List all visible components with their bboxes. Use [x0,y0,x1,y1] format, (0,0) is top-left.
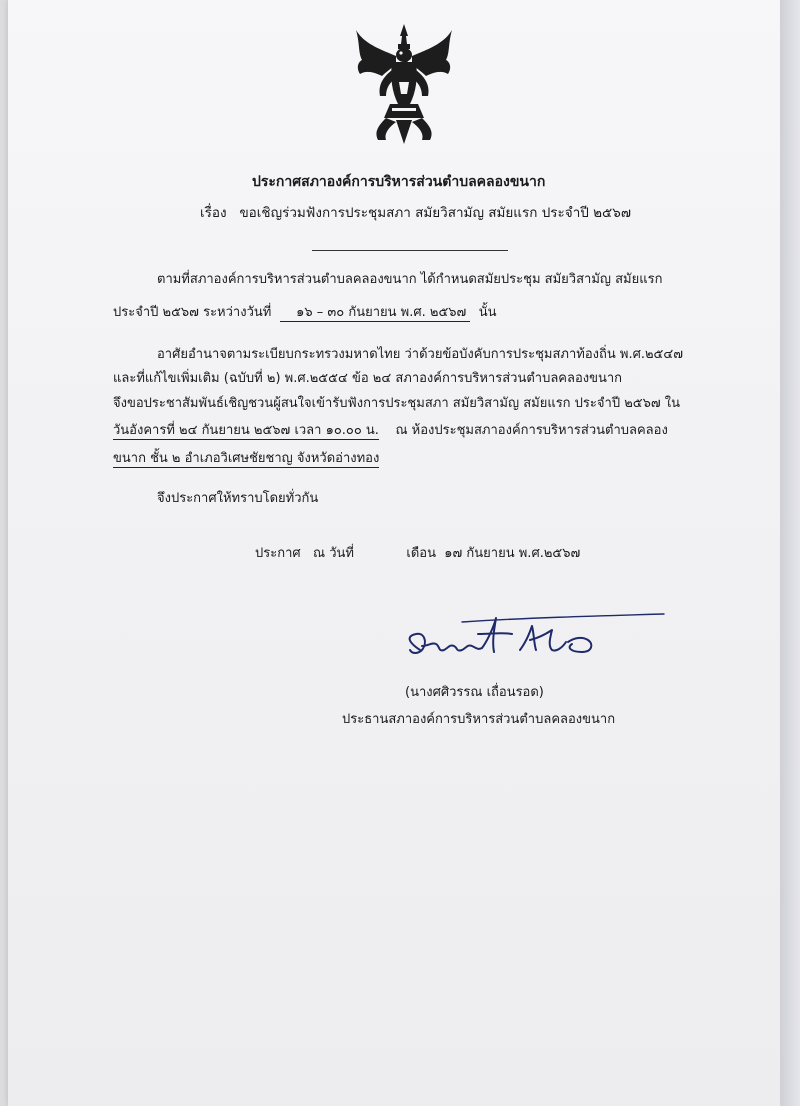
garuda-emblem-icon [352,22,456,146]
paragraph-1-line-2 [113,306,497,322]
paragraph-3: จึงประกาศให้ทราบโดยทั่วกัน [157,491,319,506]
proclaim-label: ประกาศ [255,546,301,561]
session-dates-text: ๑๖ – ๓๐ กันยายน พ.ศ. ๒๕๖๗ [296,305,467,320]
announcement-title: ประกาศสภาองค์การบริหารส่วนตำบลคลองขนาก [252,174,546,190]
paragraph-2-line-3: จึงขอประชาสัมพันธ์เชิญชวนผู้สนใจเข้ารับฟังการประชุมสภา สมัยวิสามัญ สมัยแรก ประจำปี ๒๕๖๗ ใน [113,396,681,411]
signer-position: ประธานสภาองค์การบริหารส่วนตำบลคลองขนาก [342,712,616,727]
proclaim-at: ณ วันที่ [313,546,354,561]
meeting-datetime: วันอังคารที่ ๒๔ กันยายน ๒๕๖๗ เวลา ๑๐.๐๐ น. [113,423,379,438]
meeting-venue-location: ขนาก ชั้น ๒ อำเภอวิเศษชัยชาญ จังหวัดอ่างทอง [113,451,380,466]
proclaim-date-rest: ๑๗ กันยายน พ.ศ.๒๕๖๗ [444,546,581,561]
paragraph-2-line-4 [113,424,668,440]
session-dates [280,306,471,322]
subject-line [200,207,631,221]
paragraph-2-line-2: และที่แก้ไขเพิ่มเติม (ฉบับที่ ๒) พ.ศ.๒๕๕๔ ข้อ ๒๔ สภาองค์การบริหารส่วนตำบลคลองขนาก [113,371,623,386]
p1-suffix: นั้น [478,305,497,320]
paragraph-1-line-1: ตามที่สภาองค์การบริหารส่วนตำบลคลองขนาก ได้กำหนดสมัยประชุม สมัยวิสามัญ สมัยแรก [157,272,663,287]
subject-label: เรื่อง [200,205,227,221]
p1-prefix: ประจำปี ๒๕๖๗ ระหว่างวันที่ [113,305,272,320]
signer-name: (นางศศิวรรณ เถื่อนรอด) [405,685,544,700]
paragraph-2-line-5 [113,452,379,468]
proclamation-date-line [255,547,580,560]
meeting-venue-start: ณ ห้องประชุมสภาองค์การบริหารส่วนตำบลคลอง [395,423,668,438]
subject-text: ขอเชิญร่วมฟังการประชุมสภา สมัยวิสามัญ สมัยแรก ประจำปี ๒๕๖๗ [239,205,631,221]
page-edge-shadow [780,0,800,1106]
proclaim-month-label: เดือน [406,546,436,561]
paragraph-2-line-1: อาศัยอำนาจตามระเบียบกระทรวงมหาดไทย ว่าด้วยข้อบังคับการประชุมสภาท้องถิ่น พ.ศ.๒๕๔๗ [157,347,683,362]
signature-icon [402,612,667,668]
title-separator [312,250,508,251]
